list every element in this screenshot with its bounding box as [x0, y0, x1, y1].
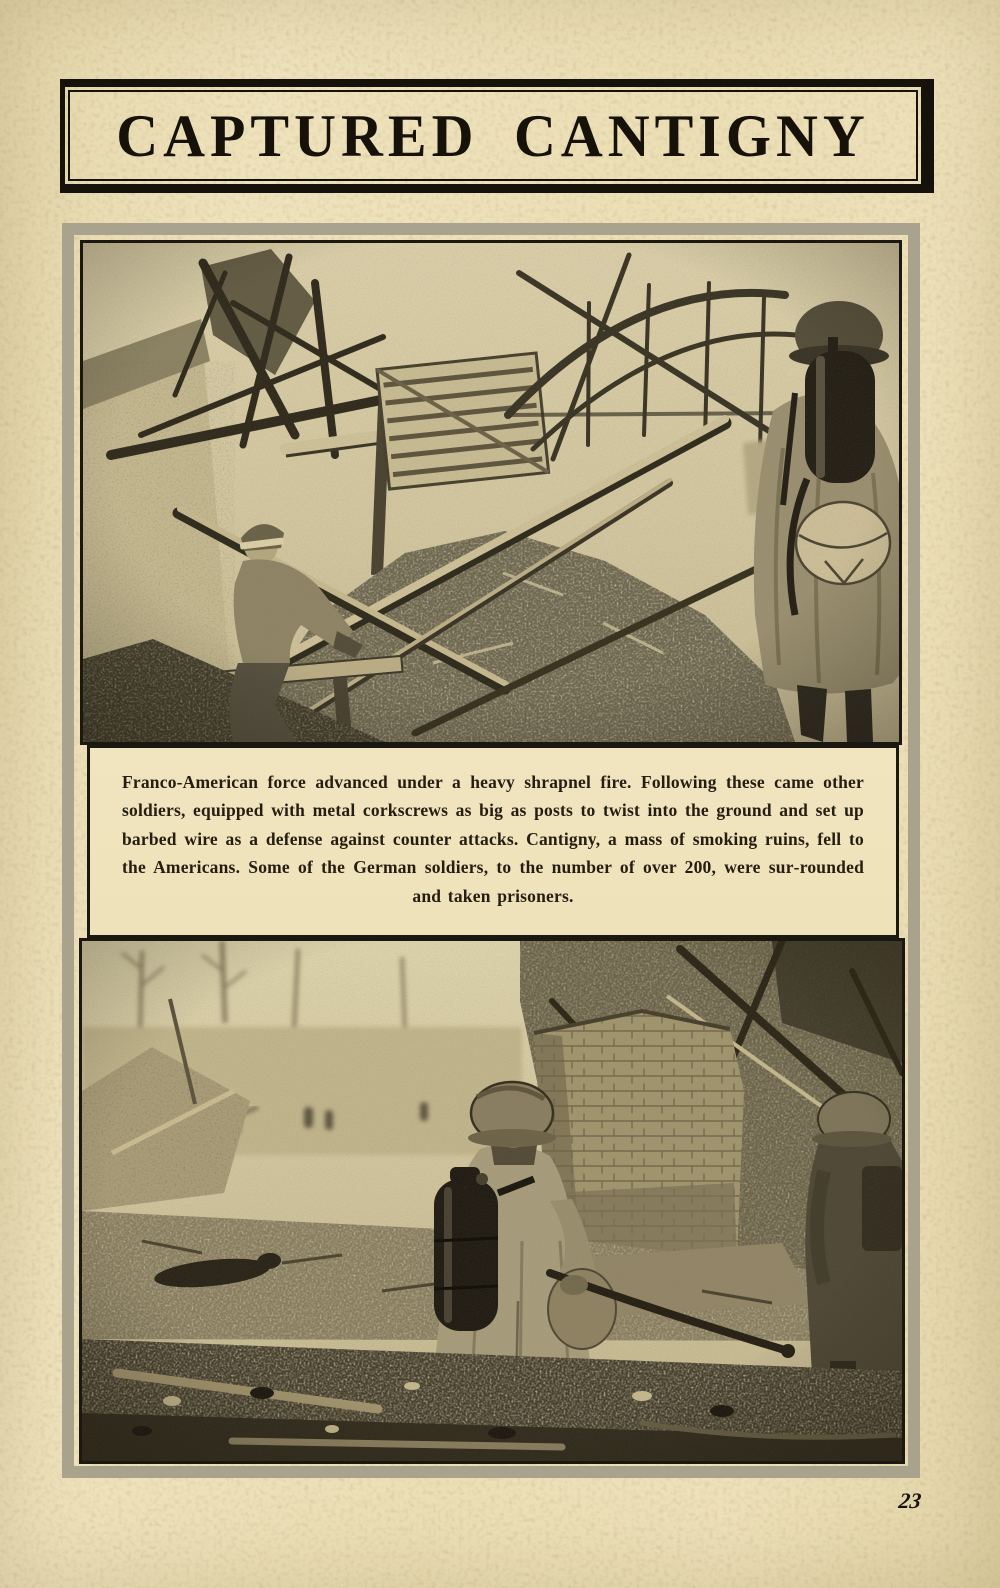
caption-text: Franco-American force advanced under a heavy shrapnel fire. Following these came other soldiers, equipped with metal corkscrews as big as posts to twist into the ground and set up barbed wire as a defense against counter attacks. Cantigny, a mass of smoking ruins, fell to the Americans. Some of the German soldiers, to the number of over 200, were sur‑rounded and taken prisoners. — [122, 772, 864, 906]
page-title: CAPTURED CANTIGNY — [116, 101, 870, 170]
photo-bottom-flamethrower — [79, 938, 905, 1464]
caption-box — [87, 745, 899, 938]
title-banner — [60, 79, 934, 193]
page-number: 23 — [897, 1488, 923, 1513]
title-banner-inner-rule — [68, 90, 918, 181]
photo-top-ruins — [80, 240, 902, 745]
